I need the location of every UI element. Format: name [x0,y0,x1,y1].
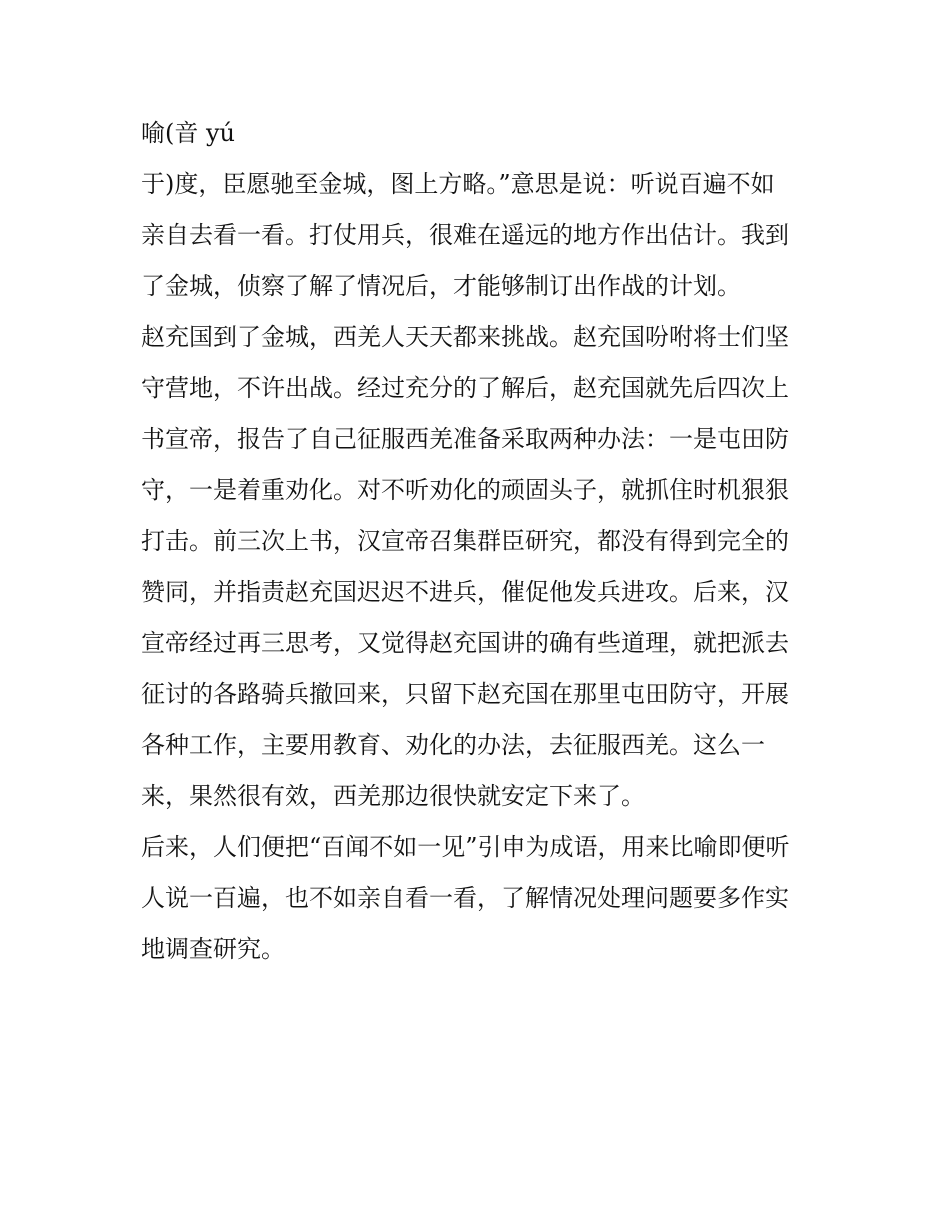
text-line-1: 喻(音 yú [141,119,236,147]
text-line-13: 各种工作，主要用教育、劝化的办法，去征服西羌。这么一 [141,731,765,759]
text-line-11: 宣帝经过再三思考，又觉得赵充国讲的确有些道理，就把派去 [141,629,789,657]
text-line-4: 了金城，侦察了解了情况后，才能够制订出作战的计划。 [141,272,741,300]
text-line-12: 征讨的各路骑兵撤回来，只留下赵充国在那里屯田防守，开展 [141,680,789,708]
text-line-2: 于)度，臣愿驰至金城，图上方略。”意思是说：听说百遍不如 [141,170,775,198]
body-text [141,108,813,975]
text-line-6: 守营地，不许出战。经过充分的了解后，赵充国就先后四次上 [141,374,789,402]
text-line-15: 后来，人们便把“百闻不如一见”引申为成语，用来比喻即便听 [141,833,790,861]
text-line-17: 地调查研究。 [141,935,285,963]
text-line-9: 打击。前三次上书，汉宣帝召集群臣研究，都没有得到完全的 [141,527,789,555]
text-line-10: 赞同，并指责赵充国迟迟不进兵，催促他发兵进攻。后来，汉 [141,578,789,606]
text-line-14: 来，果然很有效，西羌那边很快就安定下来了。 [141,782,645,810]
text-line-16: 人说一百遍，也不如亲自看一看，了解情况处理问题要多作实 [141,884,789,912]
text-line-8: 守，一是着重劝化。对不听劝化的顽固头子，就抓住时机狠狠 [141,476,789,504]
text-line-5: 赵充国到了金城，西羌人天天都来挑战。赵充国吩咐将士们坚 [141,323,789,351]
text-line-7: 书宣帝，报告了自己征服西羌准备采取两种办法：一是屯田防 [141,425,789,453]
text-line-3: 亲自去看一看。打仗用兵，很难在遥远的地方作出估计。我到 [141,221,789,249]
